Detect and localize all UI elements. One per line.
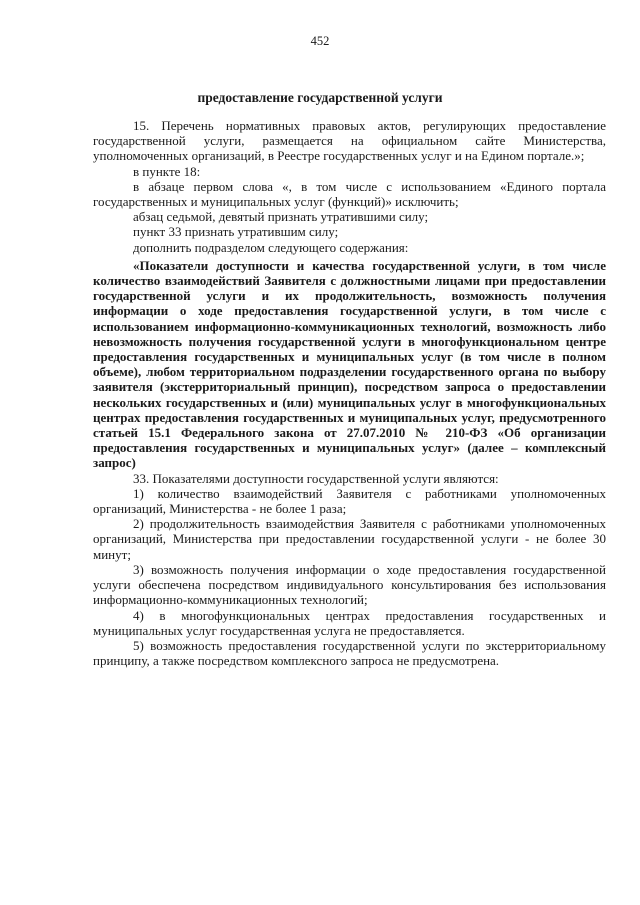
- list-item-2: 2) продолжительность взаимодействия Заявителя с работниками уполномоченных организаций, Министерства при предоставлении государственной услуги - не более 30 минут;: [93, 516, 606, 562]
- section-heading: предоставление государственной услуги: [197, 90, 443, 105]
- document-body: [93, 118, 606, 668]
- paragraph-33-indicators: 33. Показателями доступности государственной услуги являются:: [133, 470, 499, 486]
- list-item-4: 4) в многофункциональных центрах предоставления государственных и муниципальных услуг государственная услуга не предоставляется.: [93, 607, 606, 638]
- paragraph-add-subsection: дополнить подразделом следующего содержания:: [133, 239, 409, 255]
- paragraph-first-abzac: в абзаце первом слова «, в том числе с использованием «Единого портала государственных и муниципальных услуг (функций)» исключить;: [93, 178, 606, 210]
- list-item-1: 1) количество взаимодействий Заявителя с работниками уполномоченных организаций, Министерства - не более 1 раза;: [93, 485, 606, 517]
- paragraph-15: 15. Перечень нормативных правовых актов, регулирующих предоставление государственной услуги, размещается на официальном сайте Министерства, уполномоченных организаций, в Реестре государственных услуг и на Едином портале.»;: [93, 118, 606, 164]
- list-item-3: 3) возможность получения информации о ходе предоставления государственной услуги обеспечена посредством индивидуального консультирования без использования информационно-коммуникационных технологий;: [93, 561, 606, 608]
- paragraph-point-33: пункт 33 признать утратившим силу;: [133, 224, 339, 240]
- list-item-5: 5) возможность предоставления государственной услуги по экстерриториальному принципу, а также посредством комплексного запроса не предусмотрена.: [93, 637, 606, 669]
- subsection-title: «Показатели доступности и качества государственной услуги, в том числе количество взаимодействий Заявителя с должностными лицами при предоставлении государственной услуги и их продолжительность, возможность получения информации о ходе предоставления государственной услуги, в том числе с использованием информационно-коммуникационных технологий, возможность либо невозможность получения государственной услуги в многофункциональном центре предоставления государственных и муниципальных услуг (в том числе в полном объеме), любом территориальном подразделении государственного органа по выбору заявителя (экстерриториальный принцип), посредством запроса о предоставлении нескольких государственных и (или) муниципальных услуг в многофункциональных центрах предоставления государственных и муниципальных услуг, предусмотренного статьей 15.1 Федерального закона от 27.07.2010 № 210-ФЗ «Об организации предоставления государственных и муниципальных услуг» (далее – комплексный запрос): [93, 257, 606, 471]
- paragraph-point-18: в пункте 18:: [133, 163, 201, 179]
- page-number: 452: [310, 34, 330, 48]
- paragraph-seventh-ninth: абзац седьмой, девятый признать утратившими силу;: [133, 209, 429, 225]
